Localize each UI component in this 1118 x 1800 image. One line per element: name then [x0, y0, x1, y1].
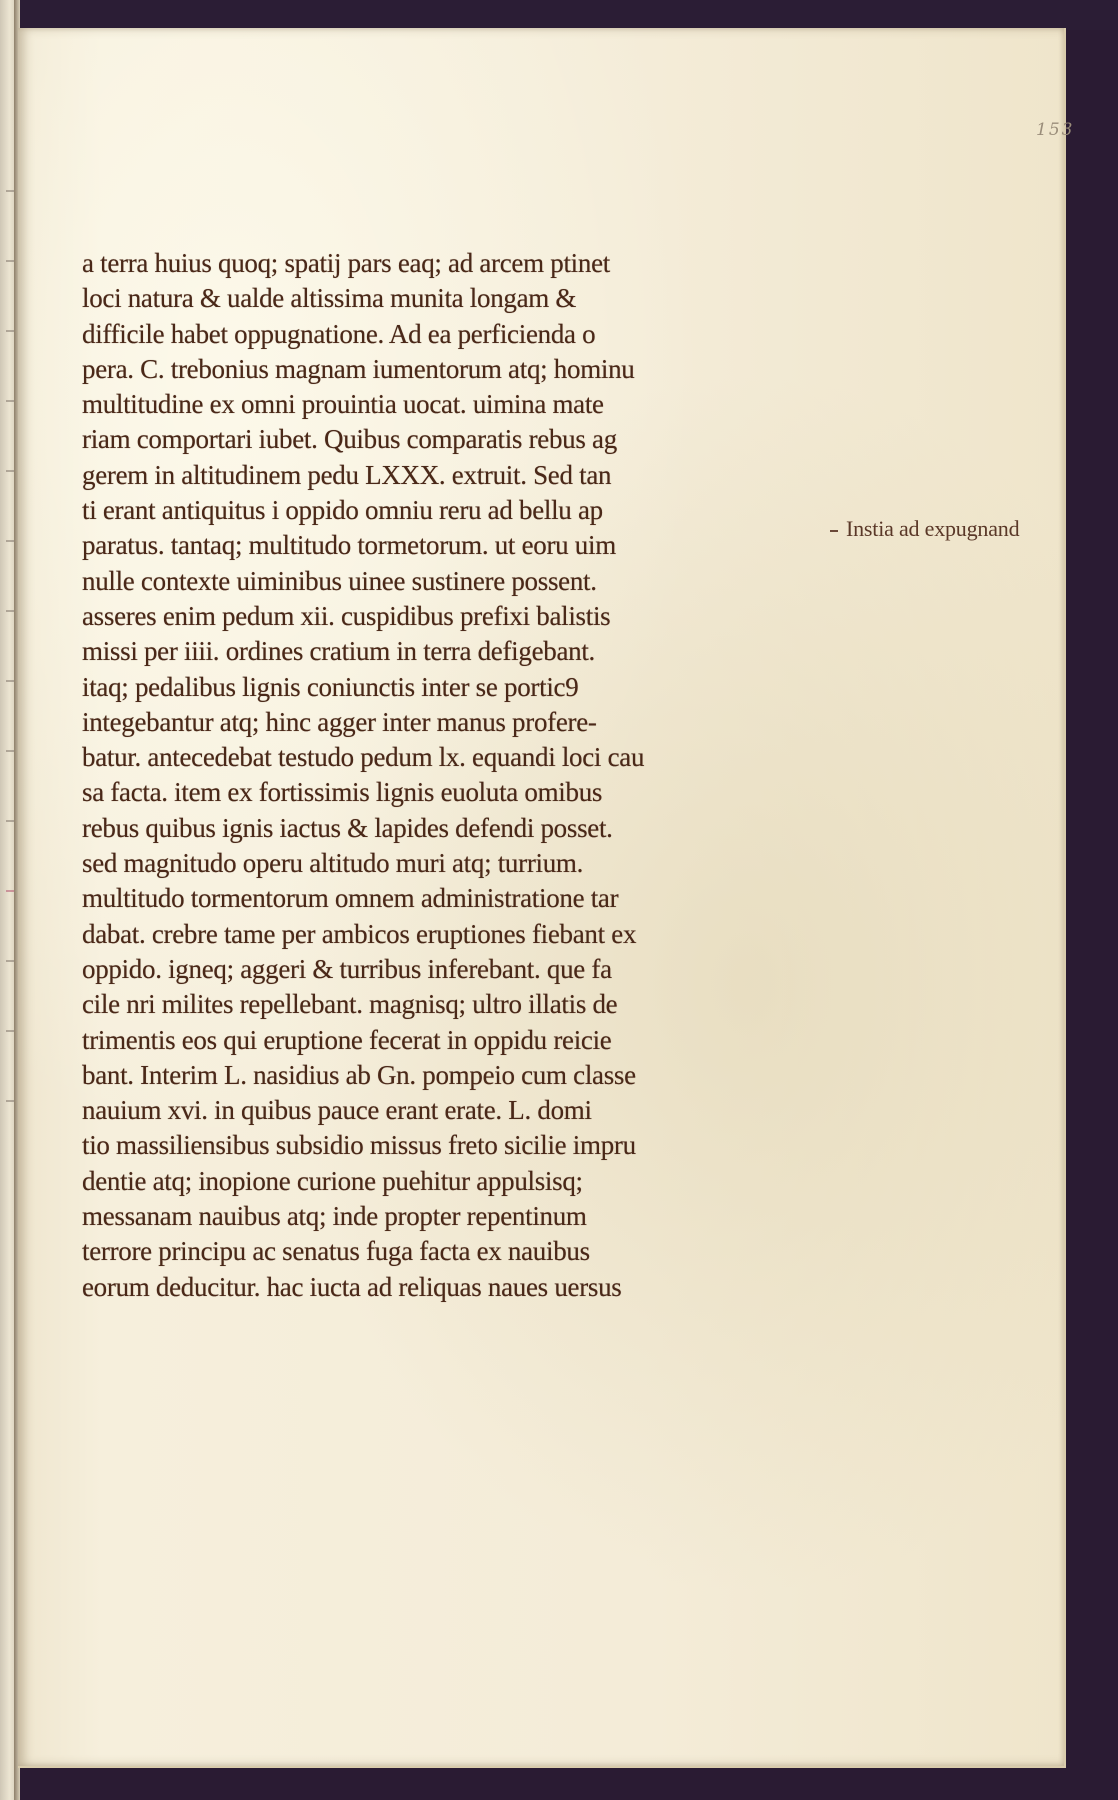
text-line: batur. antecedebat testudo pedum lx. equandi loci cau — [82, 742, 645, 773]
text-line: itaq; pedalibus lignis coniunctis inter se portic9 — [82, 671, 579, 702]
text-line: difficile habet oppugnatione. Ad ea perficienda o — [82, 318, 596, 349]
text-line: loci natura & ualde altissima munita longam & — [82, 283, 577, 314]
text-line: dabat. crebre tame per ambicos eruptiones fiebant ex — [82, 918, 637, 949]
text-line: nauium xvi. in quibus pauce erant erate. L. domi — [82, 1095, 592, 1126]
text-line: trimentis eos qui eruptione fecerat in oppidu reicie — [82, 1024, 612, 1055]
text-line: gerem in altitudinem pedu LXXX. extruit. Sed tan — [82, 459, 612, 490]
text-line: oppido. igneq; aggeri & turribus inferebant. que fa — [82, 953, 612, 984]
text-line: rebus quibus ignis iactus & lapides defendi posset. — [82, 812, 613, 843]
text-line: tio massiliensibus subsidio missus freto sicilie impru — [82, 1130, 636, 1161]
text-line: ti erant antiquitus i oppido omniu reru ad bellu ap — [82, 495, 603, 526]
text-line: riam comportari iubet. Quibus comparatis rebus ag — [82, 424, 617, 455]
text-line: asseres enim pedum xii. cuspidibus prefixi balistis — [82, 600, 611, 631]
margin-mark-icon — [830, 530, 838, 532]
text-line: bant. Interim L. nasidius ab Gn. pompeio cum classe — [82, 1059, 636, 1090]
text-line: terrore principu ac senatus fuga facta ex nauibus — [82, 1236, 590, 1267]
marginal-note — [830, 516, 1019, 542]
marginal-note-text: Instia ad expugnand — [846, 516, 1020, 541]
text-line: paratus. tantaq; multitudo tormetorum. ut eoru uim — [82, 530, 616, 561]
manuscript-folio — [18, 28, 1075, 1768]
main-text-column — [82, 246, 822, 1305]
text-line: integebantur atq; hinc agger inter manus profere- — [82, 706, 597, 737]
text-line: missi per iiii. ordines cratium in terra defigebant. — [82, 636, 595, 667]
text-line: nulle contexte uiminibus uinee sustinere possent. — [82, 565, 597, 596]
text-line: sa facta. item ex fortissimis lignis euoluta omibus — [82, 777, 603, 808]
text-line: eorum deducitur. hac iucta ad reliquas naues uersus — [82, 1271, 622, 1302]
text-line: messanam nauibus atq; inde propter repentinum — [82, 1201, 587, 1232]
text-line: sed magnitudo operu altitudo muri atq; turrium. — [82, 848, 584, 879]
text-line: pera. C. trebonius magnam iumentorum atq; hominu — [82, 353, 635, 384]
text-line: multitudo tormentorum omnem administratione tar — [82, 883, 619, 914]
text-line: a terra huius quoq; spatij pars eaq; ad arcem ptinet — [82, 248, 610, 278]
text-line: cile nri milites repellebant. magnisq; ultro illatis de — [82, 989, 618, 1020]
backdrop — [0, 0, 1118, 30]
text-line: multitudine ex omni prouintia uocat. uimina mate — [82, 389, 604, 420]
text-line: dentie atq; inopione curione puehitur appulsisq; — [82, 1165, 583, 1196]
folio-number: 153 — [1036, 120, 1075, 140]
